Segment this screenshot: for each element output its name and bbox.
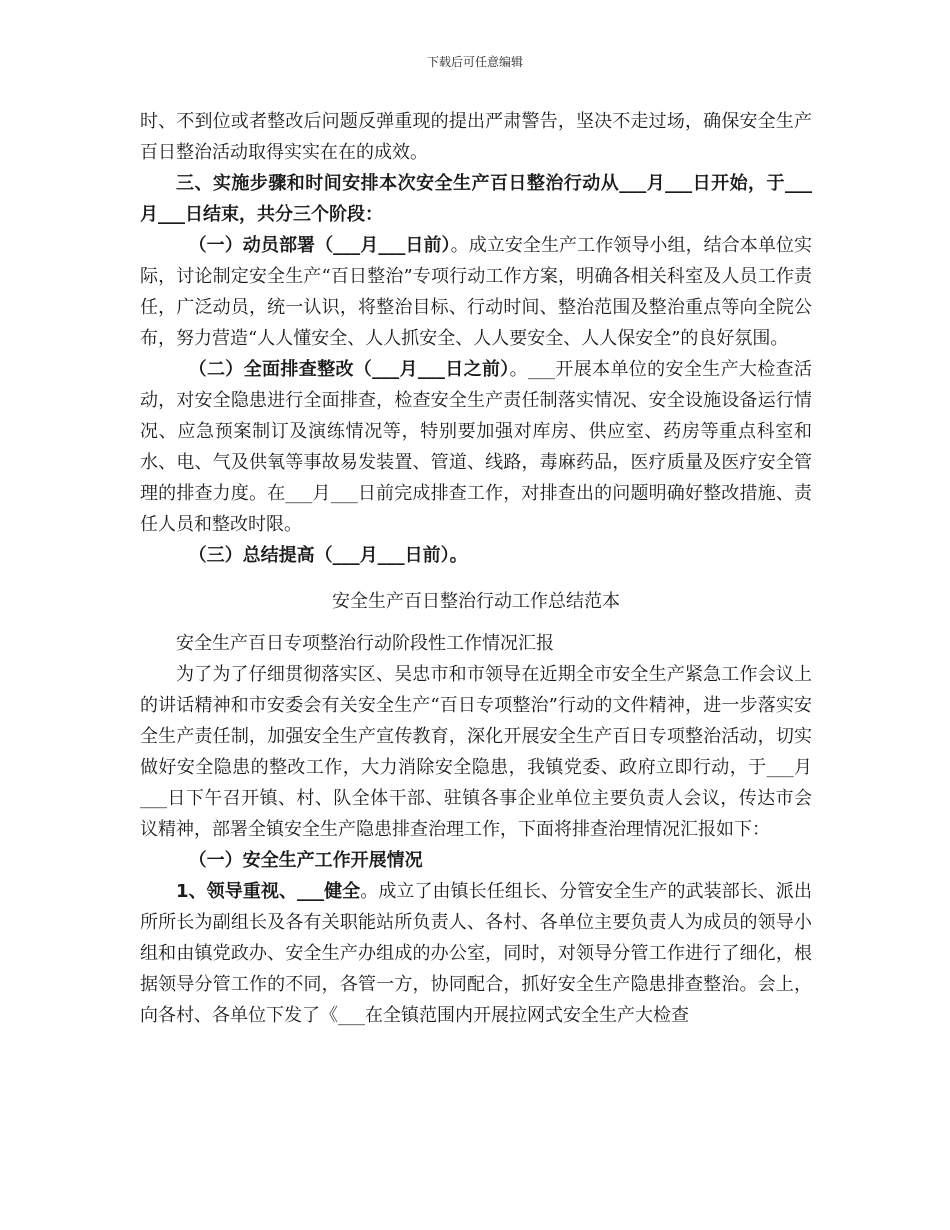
paragraph	[140, 230, 812, 354]
document-title: 安全生产百日整治行动工作总结范本	[332, 591, 620, 612]
paragraph: 为了为了仔细贯彻落实区、吴忠市和市领导在近期全市安全生产紧急工作会议上的讲话精神和市安委会有关安全生产“百日专项整治”行动的文件精神，进一步落实安全生产责任制，加强安全生产宣传教育，深化开展安全生产百日专项整治活动，切实做好安全隐患的整改工作，大力消除安全隐患，我镇党委、政府立即行动，于___月___日下午召开镇、村、队全体干部、驻镇各事企业单位主要负责人会议，传达市会议精神，部署全镇安全生产隐患排查治理工作，下面将排查治理情况汇报如下：	[140, 664, 812, 840]
stage-heading: （二）全面排查整改（___月___日之前）	[188, 359, 510, 380]
document-body	[140, 106, 812, 1031]
paragraph-text: 。成立安全生产工作领导小组，结合本单位实际，讨论制定安全生产“百日整治”专项行动工作方案，明确各相关科室及人员工作责任，广泛动员，统一认识，将整治目标、行动时间、整治范围及整治重点等向全院公布，努力营造“人人懂安全、人人抓安全、人人要安全、人人保安全”的良好氛围。	[140, 235, 813, 349]
paragraph-text: 。成立了由镇长任组长、分管安全生产的武装部长、派出所所长为副组长及各有关职能站所负责人、各村、各单位主要负责人为成员的领导小组和由镇党政办、安全生产办组成的办公室，同时，对领导分管工作进行了细化，根据领导分管工作的不同，各管一方，协同配合，抓好安全生产隐患排查整治。会上，向各村、各单位下发了《___在全镇范围内开展拉网式安全生产大检查	[140, 881, 812, 1026]
stage-heading: （一）动员部署（___月___日前）	[188, 235, 451, 256]
paragraph-text: 。___开展本单位的安全生产大检查活动，对安全隐患进行全面排查，检查安全生产责任制落实情况、安全设施设备运行情况、应急预案制订及演练情况等，特别要加强对库房、供应室、药房等重点科室和水、电、气及供氧等事故易发装置、管道、线路，毒麻药品，医疗质量及医疗安全管理的排查力度。在___月___日前完成排查工作，对排查出的问题明确好整改措施、责任人员和整改时限。	[140, 359, 813, 535]
paragraph	[140, 540, 812, 571]
paragraph	[140, 876, 812, 1031]
page-header: 下载后可任意编辑	[426, 55, 523, 69]
document-subtitle: 安全生产百日专项整治行动阶段性工作情况汇报	[176, 633, 554, 654]
stage-heading: （三）总结提高（___月___日前）。	[188, 545, 468, 566]
item-heading: 1、领导重视、___健全	[176, 881, 361, 902]
section-heading-text: （一）安全生产工作开展情况	[188, 850, 423, 871]
section-heading-text: 三、实施步骤和时间安排本次安全生产百日整治行动从___月___日开始，于___月___日结束，共分三个阶段：	[140, 173, 812, 225]
paragraph	[140, 354, 812, 540]
paragraph: 时、不到位或者整改后问题反弹重现的提出严肃警告，坚决不走过场，确保安全生产百日整治活动取得实实在在的成效。	[140, 111, 812, 163]
section-heading	[140, 845, 812, 876]
section-heading	[140, 168, 812, 230]
